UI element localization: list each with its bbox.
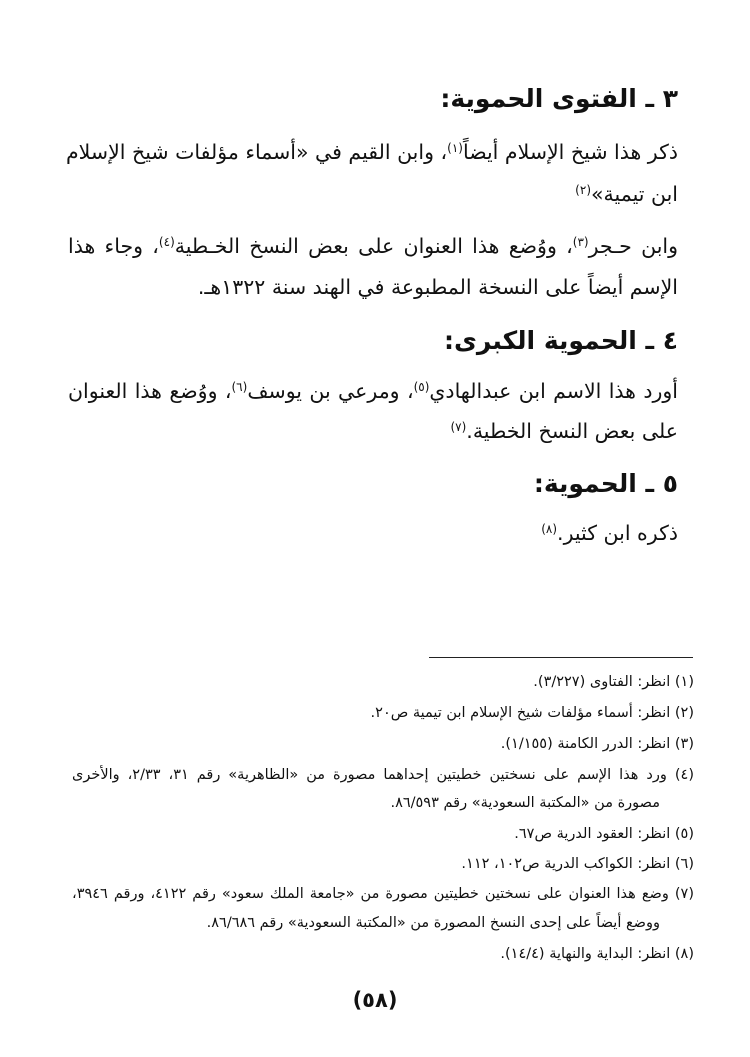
footnote-line: مصورة من «المكتبة السعودية» رقم ٨٦/٥٩٣. bbox=[390, 795, 660, 811]
footnote-line: ووضع أيضاً على إحدى النسخ المصورة من «المكتبة السعودية» رقم ٨٦/٦٨٦. bbox=[206, 915, 660, 931]
footnote-separator bbox=[429, 657, 693, 658]
page-number: (٥٨) bbox=[352, 988, 398, 1012]
footnote-ref: (٣) bbox=[572, 235, 589, 249]
body-line: على بعض النسخ الخطية.$^{(٧)}$ bbox=[450, 419, 678, 443]
footnote-ref: (٢) bbox=[575, 183, 591, 197]
footnote-ref: (٧) bbox=[450, 420, 467, 434]
section-heading: ٣ ـ الفتوى الحموية: bbox=[440, 84, 678, 113]
footnote-line: (٣) انظر: الدرر الكامنة (١/١٥٥). bbox=[500, 736, 694, 752]
footnote-line: (٦) انظر: الكواكب الدرية ص١٠٢، ١١٢. bbox=[461, 856, 694, 872]
section-heading: ٤ ـ الحموية الكبرى: bbox=[443, 326, 678, 355]
footnote-line: (٤) ورد هذا الإسم على نسختين خطيتين إحداهما مصورة من «الظاهرية» رقم ٣١، ٢/٣٣، والأخرى bbox=[72, 767, 694, 783]
footnote-ref: (٤) bbox=[158, 235, 175, 249]
footnote-ref: (١) bbox=[447, 141, 463, 155]
body-line: وابن حـجر$^{(٣)}$، ووُضع هذا العنوان على بعض النسخ الخـطية$^{(٤)}$، وجاء هذا bbox=[68, 234, 679, 258]
footnote-ref: (٥) bbox=[413, 380, 430, 394]
footnote-ref: (٦) bbox=[231, 380, 248, 394]
section-heading: ٥ ـ الحموية: bbox=[533, 469, 678, 498]
footnote-line: (١) انظر: الفتاوى (٣/٢٢٧). bbox=[533, 674, 694, 690]
footnote-line: (٨) انظر: البداية والنهاية (١٤/٤). bbox=[500, 946, 694, 962]
footnote-line: (٧) وضع هذا العنوان على نسختين خطيتين مصورة من «جامعة الملك سعود» رقم ٤١٢٢، ورقم ٣٩٤٦، bbox=[72, 886, 694, 902]
body-line: ابن تيمية»$^{(٢)}$ bbox=[575, 182, 678, 206]
body-line: ذكره ابن كثير.$^{(٨)}$ bbox=[541, 521, 678, 545]
footnote-ref: (٨) bbox=[541, 522, 558, 536]
body-line: الإسم أيضاً على النسخة المطبوعة في الهند سنة ١٣٢٢هـ. bbox=[197, 275, 678, 299]
body-line: ذكر هذا شيخ الإسلام أيضاً$^{(١)}$، وابن القيم في «أسماء مؤلفات شيخ الإسلام bbox=[65, 140, 678, 164]
body-line: أورد هذا الاسم ابن عبدالهادي$^{(٥)}$، ومرعي بن يوسف$^{(٦)}$، ووُضع هذا العنوان bbox=[68, 379, 678, 403]
footnote-line: (٢) انظر: أسماء مؤلفات شيخ الإسلام ابن تيمية ص٢٠. bbox=[370, 705, 694, 721]
footnote-line: (٥) انظر: العقود الدرية ص٦٧. bbox=[514, 826, 694, 842]
